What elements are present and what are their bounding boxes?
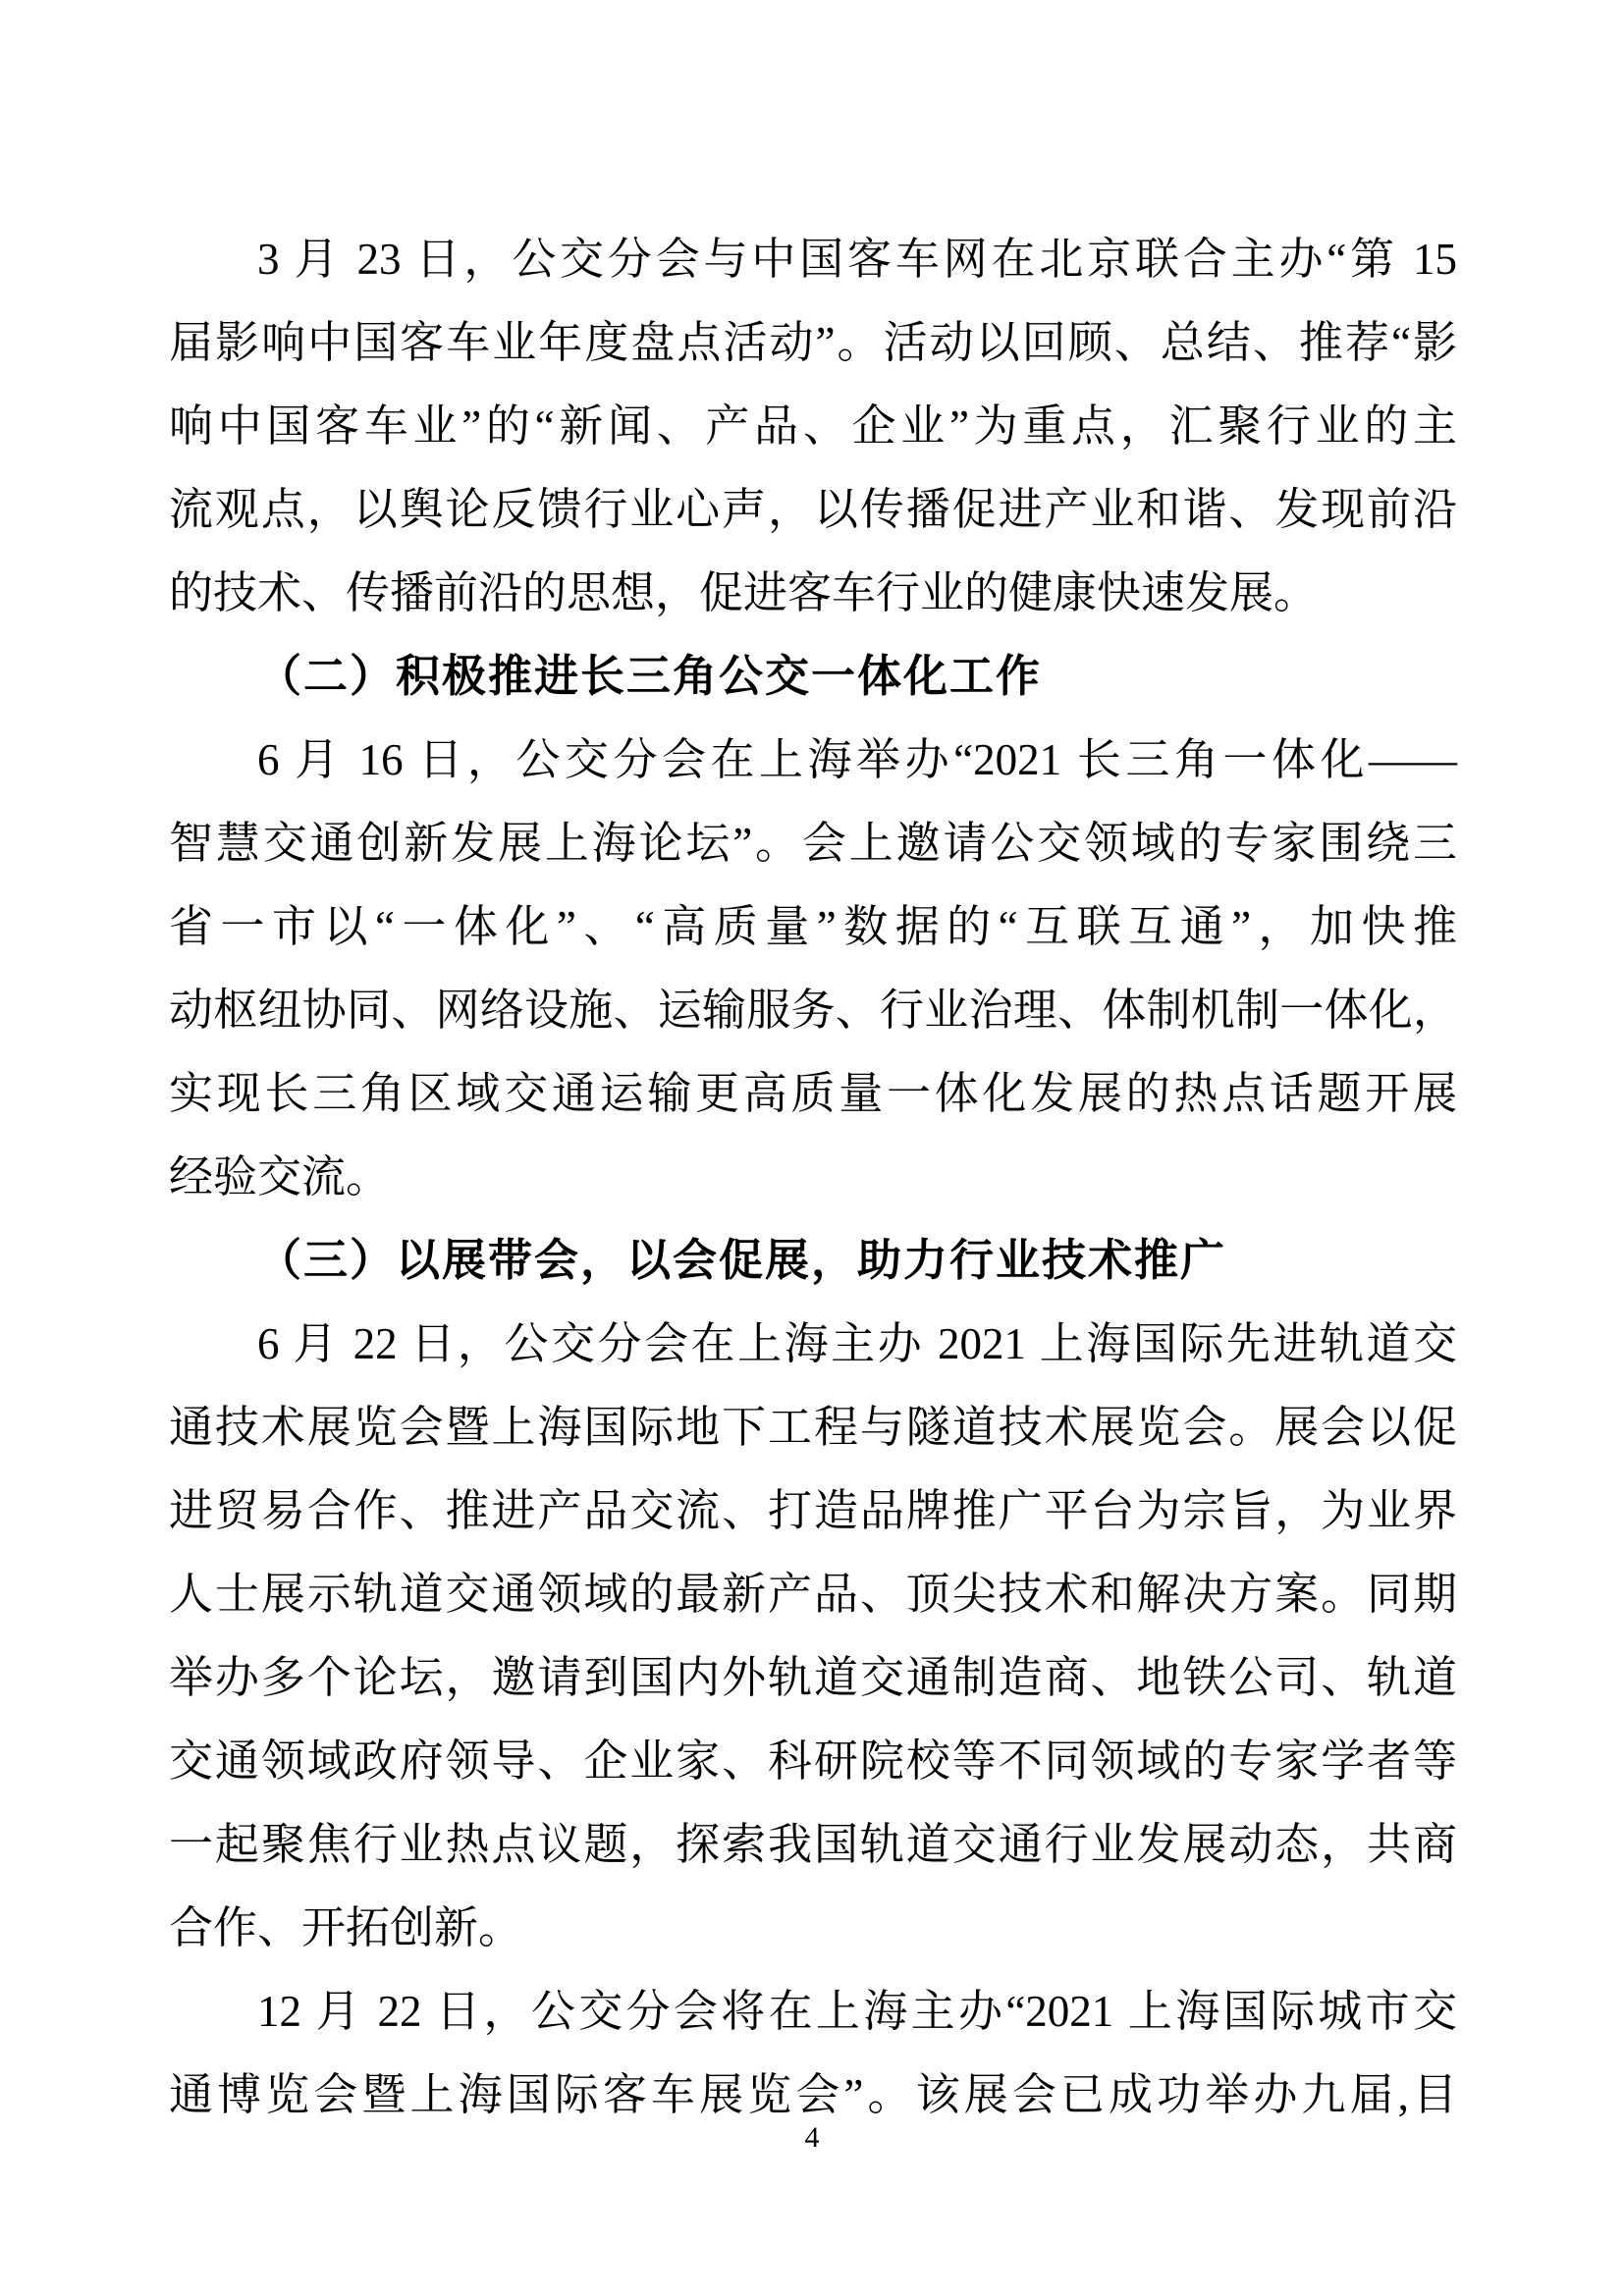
- paragraph-line: 6 月 22 日，公交分会在上海主办 2021 上海国际先进轨道交: [257, 1319, 1457, 1368]
- paragraph-line: 合作、开拓创新。: [169, 1903, 523, 1952]
- paragraph-line: 一起聚焦行业热点议题，探索我国轨道交通行业发展动态，共商: [169, 1820, 1457, 1869]
- paragraph-line: 进贸易合作、推进产品交流、打造品牌推广平台为宗旨，为业界: [169, 1486, 1457, 1535]
- paragraph-line: 实现长三角区域交通运输更高质量一体化发展的热点话题开展: [169, 1069, 1457, 1118]
- paragraph-line: 3 月 23 日，公交分会与中国客车网在北京联合主办“第 15: [257, 235, 1457, 284]
- paragraph-line: 举办多个论坛，邀请到国内外轨道交通制造商、地铁公司、轨道: [169, 1653, 1457, 1702]
- paragraph-line: 省一市以“一体化”、“高质量”数据的“互联互通”，加快推: [169, 902, 1457, 951]
- paragraph-line: 通技术展览会暨上海国际地下工程与隧道技术展览会。展会以促: [169, 1403, 1457, 1452]
- page-number: 4: [804, 2121, 820, 2154]
- paragraph-line: 响中国客车业”的“新闻、产品、企业”为重点，汇聚行业的主: [169, 401, 1457, 451]
- paragraph-line: 的技术、传播前沿的思想，促进客车行业的健康快速发展。: [169, 568, 1319, 617]
- paragraph-line: 届影响中国客车业年度盘点活动”。活动以回顾、总结、推荐“影: [169, 318, 1457, 367]
- paragraph-line: 12 月 22 日，公交分会将在上海主办“2021 上海国际城市交: [257, 1987, 1457, 2036]
- document-body: [169, 218, 1457, 2137]
- paragraph-line: 流观点，以舆论反馈行业心声，以传播促进产业和谐、发现前沿: [169, 485, 1457, 534]
- paragraph-line: 智慧交通创新发展上海论坛”。会上邀请公交领域的专家围绕三: [169, 819, 1457, 868]
- section-heading: （二）积极推进长三角公交一体化工作: [257, 652, 1043, 701]
- paragraph-line: 人士展示轨道交通领域的最新产品、顶尖技术和解决方案。同期: [169, 1570, 1457, 1619]
- paragraph-line: 动枢纽协同、网络设施、运输服务、行业治理、体制机制一体化，: [169, 986, 1457, 1035]
- section-heading: （三）以展带会，以会促展，助力行业技术推广: [257, 1236, 1227, 1285]
- paragraph-line: 经验交流。: [169, 1152, 391, 1201]
- paragraph-line: 通博览会暨上海国际客车展览会”。该展会已成功举办九届,目: [169, 2070, 1457, 2119]
- paragraph-line: 6 月 16 日，公交分会在上海举办“2021 长三角一体化——: [257, 735, 1457, 784]
- paragraph-line: 交通领域政府领导、企业家、科研院校等不同领域的专家学者等: [169, 1736, 1457, 1786]
